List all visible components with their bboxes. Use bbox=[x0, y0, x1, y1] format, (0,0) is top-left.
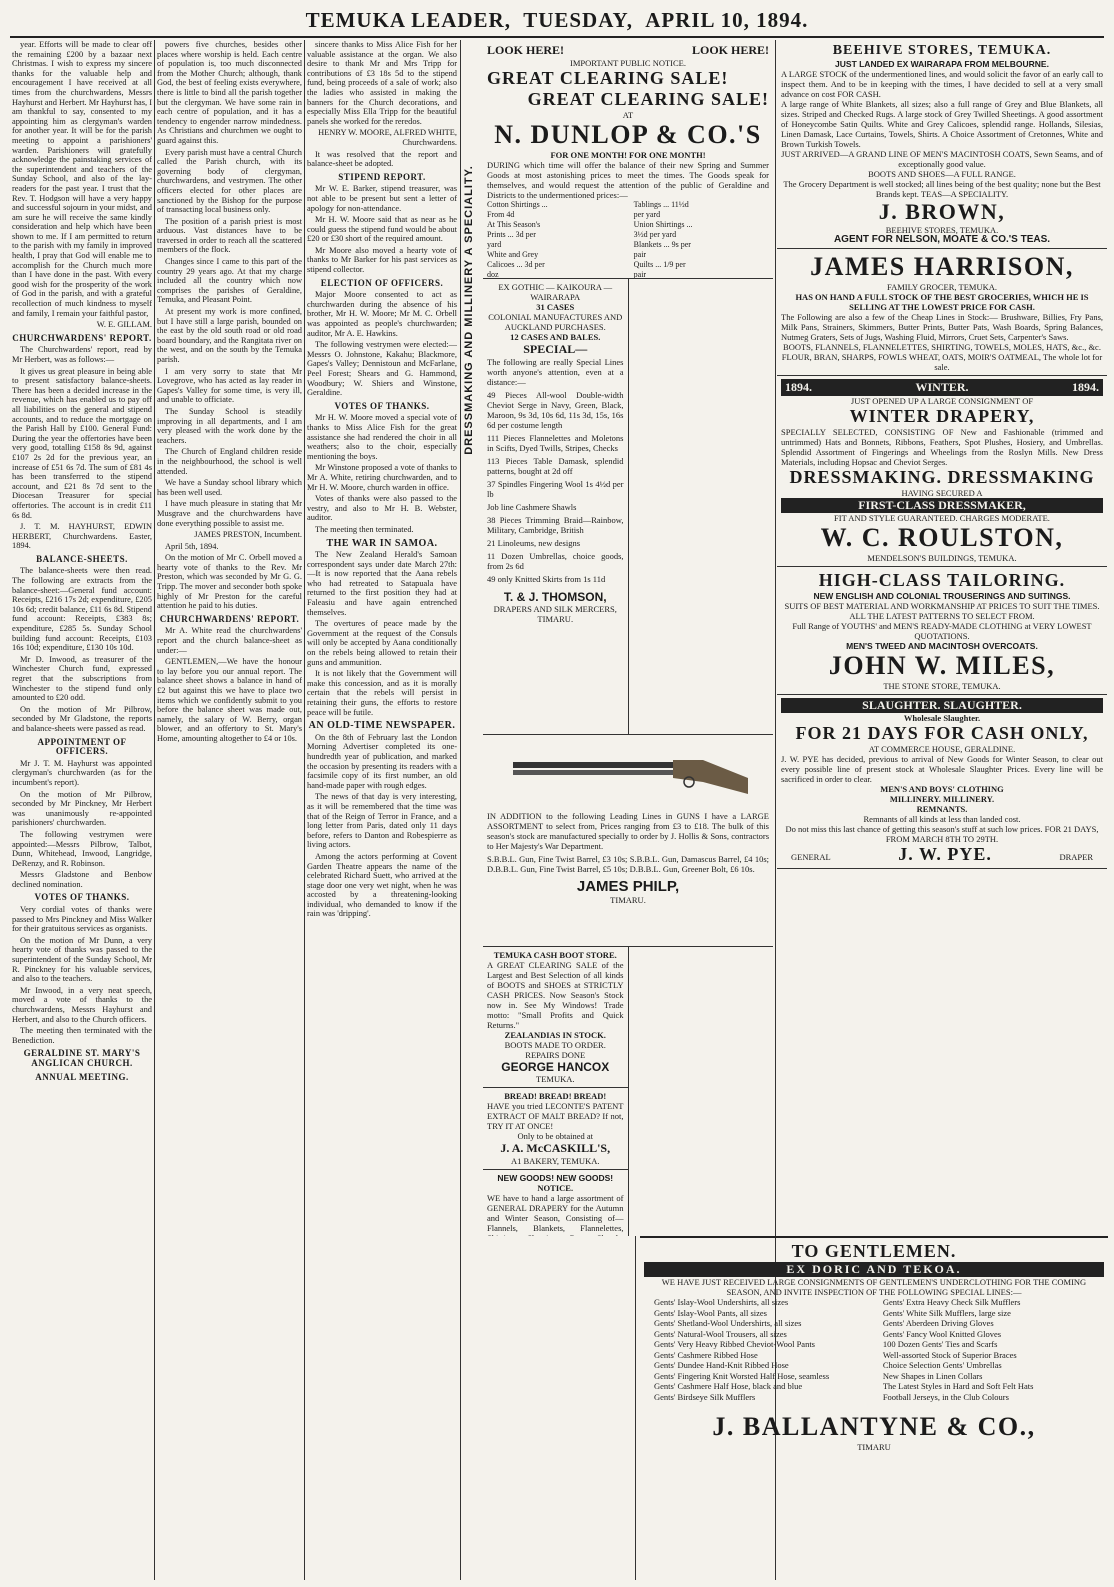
harrison-lines: The Following are also a few of the Cheap Lines in Stock:— Brushware, Billies, Fry Pans, Milk Pans, Strainers, Skimmers, Butter Prints, Butter Pats, Wash Boards, Spring Balances, Nutmeg Graters, Sets of Jugs, Washing Fluid, Mirrors, Cruet Sets, Carpenter's Saws. bbox=[781, 312, 1103, 342]
hancox-name: GEORGE HANCOX bbox=[501, 1060, 610, 1074]
ad-guns bbox=[483, 734, 773, 947]
list-item: Gents' Islay-Wool Undershirts, all sizes bbox=[654, 1297, 789, 1307]
price-item: Cotton Shirtings ... From 4d bbox=[487, 200, 548, 219]
paragraph: Mr D. Inwood, as treasurer of the Winchester Church fund, expressed regret that the subscriptions from Winchester to the stipend fund only amounted to £20 odd. bbox=[12, 654, 152, 703]
ad-morrison-overflow bbox=[483, 1236, 636, 1580]
list-item: Gents' Birdseye Silk Mufflers bbox=[654, 1391, 756, 1402]
section-heading: GERALDINE ST. MARY'S ANGLICAN CHURCH. bbox=[23, 1048, 141, 1068]
gun-illustration bbox=[503, 742, 753, 802]
signature: HENRY W. MOORE, ALFRED WHITE, Churchwardens. bbox=[318, 128, 457, 147]
special-item: 38 Pieces Trimming Braid—Rainbow, Military, Cambridge, British bbox=[487, 515, 624, 535]
section-heading: STIPEND REPORT. bbox=[338, 171, 426, 182]
special-heading: SPECIAL— bbox=[523, 342, 588, 356]
philp-sub: TIMARU. bbox=[610, 895, 646, 905]
section-heading: CHURCHWARDENS' REPORT. bbox=[159, 613, 300, 624]
list-item: Gents' Cashmere Half Hose, black and blue bbox=[654, 1381, 803, 1391]
harrison-body: HAS ON HAND A FULL STOCK OF THE BEST GROCERIES, WHICH HE IS SELLING AT THE LOWEST PRICE FOR CASH. bbox=[795, 292, 1089, 312]
pye-name: J. W. PYE. bbox=[898, 844, 992, 864]
ad-hancox bbox=[483, 947, 628, 1088]
winter-year-left: 1894. bbox=[785, 380, 812, 394]
beehive-body: A LARGE STOCK of the undermentioned lines, and would solicit the favor of an early call to inspect them. And to be in keeping with the times, I have decided to sell at a very small advance on cost FOR CASH. bbox=[781, 69, 1103, 99]
having-secured: HAVING SECURED A bbox=[901, 488, 983, 498]
paragraph: Major Moore consented to act as churchwarden during the absence of his brother, Mr H. W. Moore; Mr M. C. Orbell was appointed as people's churchwarden; auditor, Mr A. E. Hawkins. bbox=[307, 290, 457, 338]
ad-miles bbox=[777, 567, 1107, 695]
sale-heading-2: GREAT CLEARING SALE! bbox=[527, 89, 769, 109]
roulston-sub: MENDELSON'S BUILDINGS, TEMUKA. bbox=[867, 553, 1017, 563]
signature: W. E. GILLAM. bbox=[96, 320, 152, 330]
special-item: Job line Cashmere Shawls bbox=[487, 502, 577, 512]
paragraph: The Sunday School is steadily improving in all departments, and I am very pleased with the work done by the teachers. bbox=[157, 406, 302, 445]
paragraph: I am very sorry to state that Mr Lovegrove, who has acted as lay reader in Gapes's Valley for some time, is very ill, and unable to officiate. bbox=[157, 366, 302, 405]
brown-sub: BEEHIVE STORES, TEMUKA. bbox=[885, 225, 999, 235]
ad-column-5 bbox=[777, 40, 1107, 869]
underclothing-list bbox=[644, 1297, 1104, 1402]
vertical-banner bbox=[463, 40, 479, 580]
at-label: AT bbox=[622, 110, 634, 120]
winter-body: SPECIALLY SELECTED, CONSISTING OF New and Fashionable (trimmed and untrimmed) Hats and Bonnets, Ribbons, Feathers, Spot Plushes, Hosiery, and Umbrellas. Splendid Assortment of Fingerings and Wheelings from the Roslyn Mills. New Dress Materials, including Hopsac and Cheviot Serges. bbox=[781, 427, 1103, 467]
paragraph: The meeting then terminated with the Benediction. bbox=[12, 1026, 152, 1045]
remnants-body: Remnants of all kinds at less than landed cost. bbox=[863, 814, 1021, 824]
article-heading: THE WAR IN SAMOA. bbox=[326, 537, 438, 549]
sale-heading: GREAT CLEARING SALE! bbox=[487, 68, 729, 88]
list-item: 100 Dozen Gents' Ties and Scarfs bbox=[882, 1339, 998, 1349]
dunlop-name: N. DUNLOP & CO.'S bbox=[494, 120, 762, 149]
one-month: FOR ONE MONTH! FOR ONE MONTH! bbox=[550, 150, 706, 160]
paragraph: The news of that day is very interesting, as it will be remembered that the time was that of the Reign of Terror in France, and a long letter from Paris, dated only 11 days before, refers to Danton and Robespierre as living actors. bbox=[307, 792, 457, 850]
paragraph: On the motion of Mr Pilbrow, seconded by Mr Pinckney, Mr Herbert was unanimously re-appointed parishioners' churchwarden. bbox=[12, 789, 152, 828]
beehive-title: BEEHIVE STORES, TEMUKA. bbox=[832, 43, 1052, 58]
paper-day: TUESDAY, bbox=[523, 8, 633, 32]
paper-date: APRIL 10, 1894. bbox=[645, 8, 809, 32]
paragraph: The meeting then terminated. bbox=[315, 524, 414, 534]
ex-ships bbox=[483, 279, 628, 627]
winter-year-right: 1894. bbox=[1071, 380, 1099, 394]
ex-cases: 31 CASES bbox=[536, 302, 575, 312]
paragraph: Among the actors performing at Covent Garden Theatre appears the name of the celebrated Richard Suett, who arrived at the stage door one very wet night, when he was accosted by a threatening-looking individual, who demanded to know if the rain was 'dripping'. bbox=[307, 851, 457, 919]
list-item: New Shapes in Linen Collars bbox=[882, 1370, 983, 1381]
paragraph: Mr W. E. Barker, stipend treasurer, was not able to be present but sent a letter of apology for non-attendance. bbox=[307, 184, 457, 213]
colonial-heading: COLONIAL MANUFACTURES AND AUCKLAND PURCHASES. bbox=[488, 312, 623, 332]
ad-pakeha-column bbox=[629, 279, 774, 734]
ballantyne-body: WE HAVE JUST RECEIVED LARGE CONSIGNMENTS OF GENTLEMEN'S UNDERCLOTHING FOR THE COMING SEASON, AND INVITE INSPECTION OF THE FOLLOWING SPECIAL LINES:— bbox=[661, 1277, 1087, 1297]
paragraph: On the 8th of February last the London Morning Advertiser completed its one-hundredth year of publication, and marked the occasion by presenting its readers with a facsimile copy of its first number, an old hand-made paper with rough edges. bbox=[307, 732, 457, 790]
special-item: 11 Dozen Umbrellas, choice goods, from 2s 6d bbox=[487, 551, 624, 571]
paragraph: It is not likely that the Government will make this concession, and as it is morally certain that the rebels will persist in retaining their guns, the efforts to restore peace will be futile. bbox=[307, 669, 457, 717]
special-item: 49 only Knitted Skirts from 1s 11d bbox=[487, 574, 606, 584]
signature: JAMES PRESTON, Incumbent. bbox=[194, 530, 302, 540]
column-1 bbox=[12, 40, 152, 1580]
ad-ballantyne-inner bbox=[640, 1238, 1108, 1455]
paragraph: The balance-sheets were then read. The following are extracts from the balance-sheet:—General fund account: Receipts, £216 17s 2d; expenditure, £205 10s 6d; credit balance, £11 6s 8d. Stipend fund account: Receipts, £383 8s; expenditure, £285 5s. Sunday School building fund account: Receipts, £103 16s 10d; expenditure, £130 10s 10d. bbox=[12, 566, 152, 653]
notice-heading: IMPORTANT PUBLIC NOTICE. bbox=[569, 58, 686, 68]
column-rule bbox=[154, 40, 155, 1580]
paragraph: Mr J. T. M. Hayhurst was appointed clergyman's churchwarden (as for the incumbent's report). bbox=[12, 758, 152, 787]
brown-agent: AGENT FOR NELSON, MOATE & CO.'S TEAS. bbox=[833, 234, 1051, 245]
paper-title: TEMUKA LEADER, bbox=[305, 8, 511, 32]
special-body: The following are really Special Lines worth anyone's attention, even at a distance:— bbox=[487, 357, 624, 387]
special-item: 21 Linoleums, new designs bbox=[487, 538, 581, 548]
just-arrived: JUST ARRIVED—A GRAND LINE OF MEN'S MACINTOSH COATS, Sewn Seams, and of exceptionally good value. bbox=[781, 149, 1103, 169]
ad-winter bbox=[777, 376, 1107, 567]
ad-beehive bbox=[777, 40, 1107, 249]
ad-ballantyne bbox=[640, 1236, 1108, 1455]
list-item: Well-assorted Stock of Superior Braces bbox=[882, 1349, 1017, 1360]
paragraph: The New Zealand Herald's Samoan correspondent says under date March 27th:—It is now reported that the Aana rebels who had retreated to Satapuala have returned to the first position they had at Faleasiu and have again entrenched themselves. bbox=[307, 550, 457, 617]
cash-boot-heading: TEMUKA CASH BOOT STORE. bbox=[493, 950, 617, 960]
paragraph: Mr Winstone proposed a vote of thanks to Mr A. White, retiring churchwarden, and to Mr H. W. Moore, church warden in office. bbox=[307, 463, 457, 492]
section-subheading: ANNUAL MEETING. bbox=[35, 1071, 129, 1082]
masthead bbox=[10, 8, 1104, 38]
section-heading: ELECTION OF OFFICERS. bbox=[320, 277, 444, 288]
section-heading: APPOINTMENT OF OFFICERS. bbox=[37, 736, 127, 757]
beehive-landed: JUST LANDED EX WAIRARAPA FROM MELBOURNE. bbox=[835, 59, 1049, 69]
paragraph: Messrs Gladstone and Benbow declined nomination. bbox=[12, 870, 152, 889]
dunlop-body: DURING which time will offer the balance of their new Spring and Summer Goods at most astonishing prices to meet the times. The Goods speak for themselves, and would request the attention of the public of Geraldine and Districts to the undermentioned prices:— bbox=[487, 160, 769, 200]
ad-harrison bbox=[777, 249, 1107, 376]
paragraph: sincere thanks to Miss Alice Fish for her valuable assistance at the organ. We also desire to thank Mr and Mrs Tripp for contributions of £3 18s 5d to the stipend fund, being proceeds of a sale of work; also the ladies who assisted in making the banners for the Church decorations, and especially Miss Ella Tripp for the beautiful panels she worked for the reredos. bbox=[307, 40, 457, 126]
paragraph: It was resolved that the report and balance-sheet be adopted. bbox=[307, 149, 457, 169]
special-item: 37 Spindles Fingering Wool 1s 4½d per lb bbox=[487, 479, 624, 499]
column-rule bbox=[304, 40, 305, 1580]
special-item: 111 Pieces Flannelettes and Moletons in Scifts, Dyed Twills, Stripes, Checks bbox=[487, 433, 624, 453]
list-item: Gents' Natural-Wool Trousers, all sizes bbox=[654, 1328, 787, 1339]
zealandias: ZEALANDIAS IN STOCK. bbox=[504, 1030, 606, 1040]
price-item: White and Grey Calicoes ... 3d per doz bbox=[487, 250, 545, 279]
miles-name: JOHN W. MILES, bbox=[828, 651, 1056, 680]
thomson-sub: DRAPERS AND SILK MERCERS, TIMARU. bbox=[493, 604, 617, 624]
ad-thomson bbox=[483, 279, 629, 734]
list-item: The Latest Styles in Hard and Soft Felt Hats bbox=[882, 1381, 1034, 1391]
paragraph: The following vestrymen were appointed:—Messrs Pilbrow, Talbot, Dunn, Whitehead, Inwood, Langridge, DeRenzy, and R. Robinson. bbox=[12, 829, 152, 868]
paragraph: Mr H. W. Moore moved a special vote of thanks to Miss Alice Fish for the great assistance she had rendered the choir in all weathers; also to the choir, especially mentioning the boys. bbox=[307, 413, 457, 461]
bread-body: HAVE you tried LECONTE'S PATENT EXTRACT OF MALT BREAD? If not, TRY IT AT ONCE! bbox=[487, 1101, 624, 1131]
harrison-sub: FAMILY GROCER, TEMUKA. bbox=[887, 282, 997, 292]
roulston-name: W. C. ROULSTON, bbox=[820, 523, 1064, 552]
paragraph: year. Efforts will be made to clear off the remaining £200 by a bazaar next Christmas. I wish to express my sincere thanks for the valuable help and encouragement I have received at all times from the churchwardens, Messrs Hayhurst and Herbert. Mr Hayhurst has, I am thankful to say, consented to my appointing him as clergyman's warden for another year. It will be for the parish meeting to appoint a parishioners' warden. Parishioners will gratefully acknowledge the painstaking services of the superintendent and teachers of the Sunday School, and also of the lay-readers for the past year. I trust that the Rev. T. Hodgson will have a very happy and successful sojourn in your midst, and am sure he will receive the same kindly consideration and help which have been shown to me. If I am permitted to return to the parish with my family in improved health, I pray that God will enable me to accomplish for the Church much more than I have done in the past. With every good wish for the prosperity of the work of God in the parish, and with a grateful recollection of much kindness to myself and family, I remain your faithful pastor, bbox=[12, 40, 152, 318]
paragraph: We have a Sunday school library which has been well used. bbox=[157, 478, 302, 497]
opened: JUST OPENED UP A LARGE CONSIGNMENT OF bbox=[850, 396, 1034, 406]
paragraph: The overtures of peace made by the Government at the request of the Consuls will only be accepted by Aana conditionally on the rebels being allowed to retain their guns and ammunition. bbox=[307, 619, 457, 667]
list-item: Gents' Shetland-Wool Undershirts, all sizes bbox=[654, 1318, 802, 1328]
price-item: Tablings ... 11½d per yard bbox=[633, 200, 689, 219]
harrison-name: JAMES HARRISON, bbox=[810, 252, 1074, 281]
article-heading: AN OLD-TIME NEWSPAPER. bbox=[308, 720, 456, 732]
paragraph: GENTLEMEN,—We have the honour to lay before you our annual report. The balance sheet shows a balance in hand of £2 but against this we have to place two items which we confidently submit to you before the balance sheet was made out, namely, the salary of W. Berry, organ blower, and an offertory to St. Mary's Home, amounting altogether to £4 or 10s. bbox=[157, 657, 302, 743]
section-heading: VOTES OF THANKS. bbox=[334, 400, 430, 411]
ad-mccaskill bbox=[483, 1088, 628, 1170]
slaughter-banner: SLAUGHTER. SLAUGHTER. bbox=[781, 698, 1103, 713]
winter-label: WINTER. bbox=[915, 380, 969, 394]
underclothing-list-right bbox=[883, 1297, 1094, 1402]
underclothing-list-left bbox=[654, 1297, 865, 1402]
price-item: Quilts ... 1/9 per pair bbox=[633, 260, 686, 279]
brown-name: J. BROWN, bbox=[878, 199, 1006, 224]
grocery: The Grocery Department is well stocked; all lines being of the best quality; none but the Best Brands kept. TEAS—A SPECIALITY. bbox=[783, 179, 1101, 199]
list-item: Gents' Very Heavy Ribbed Cheviot-Wool Pants bbox=[654, 1339, 815, 1349]
ex-ships-list: EX GOTHIC — KAIKOURA — WAIRARAPA bbox=[498, 282, 613, 302]
trouserings: NEW ENGLISH AND COLONIAL TROUSERINGS AND SUITINGS. bbox=[813, 591, 1071, 601]
column-rule bbox=[460, 40, 461, 1580]
boots-shoes: BOOTS AND SHOES—A FULL RANGE. bbox=[868, 169, 1016, 179]
bread-heading: BREAD! BREAD! BREAD! bbox=[504, 1091, 607, 1101]
first-class: FIRST-CLASS DRESSMAKER, bbox=[781, 498, 1103, 513]
youths: Full Range of YOUTHS' and MEN'S READY-MADE CLOTHING at VERY LOWEST QUOTATIONS. bbox=[792, 621, 1092, 641]
commerce: AT COMMERCE HOUSE, GERALDINE. bbox=[868, 744, 1016, 754]
hancox-sub: TEMUKA. bbox=[536, 1074, 575, 1084]
paragraph: The Churchwardens' report, read by Mr Herbert, was as follows:— bbox=[12, 345, 152, 364]
millinery: MILLINERY. MILLINERY. bbox=[889, 794, 995, 804]
list-item: Gents' Dundee Hand-Knit Ribbed Hose bbox=[654, 1360, 789, 1370]
paragraph: Votes of thanks were also passed to the vestry, and also to Mr H. B. Webster, auditor. bbox=[307, 494, 457, 523]
paragraph: J. T. M. HAYHURST, EDWIN HERBERT, Churchwardens. Easter, 1894. bbox=[12, 522, 152, 551]
dressmaking-heading: DRESSMAKING. DRESSMAKING bbox=[789, 467, 1095, 487]
paragraph: Very cordial votes of thanks were passed to Mrs Pinckney and Miss Walker for their gratuitous services as organists. bbox=[12, 905, 152, 934]
gun-barrel bbox=[513, 770, 673, 775]
paragraph: Mr A. White read the churchwardens' report and the church balance-sheet as under:— bbox=[157, 626, 302, 655]
boot-body: A GREAT CLEARING SALE of the Largest and Best Selection of all kinds of BOOTS and SHOES at STRICTLY CASH PRICES. Now Season's Stock now in. See My Windows! Trade motto: "Small Profits and Quick Returns." bbox=[487, 960, 624, 1030]
paragraph: The Church of England children reside in the neighbourhood, the school is well attended. bbox=[157, 447, 302, 476]
list-item: Gents' Cashmere Ribbed Hose bbox=[654, 1349, 758, 1360]
ad-dunlop bbox=[483, 40, 773, 279]
paragraph: powers five churches, besides other places where worship is held. Each centre of population is, too much disconnected from the Mother Church; although, thank God, the best of feeling exists everywhere, there is little to bind all the parish together but the clergyman. We have some rain in each centre of population, and it has a tendency to engender narrow mindedness. As Christians and churchmen we ought to guard against this. bbox=[157, 40, 302, 145]
section-heading: VOTES OF THANKS. bbox=[34, 892, 130, 903]
ballantyne-name: J. BALLANTYNE & CO., bbox=[712, 1412, 1036, 1441]
pye-draper: DRAPER bbox=[1059, 852, 1093, 862]
list-item: Gents' Fancy Wool Knitted Gloves bbox=[882, 1328, 1002, 1339]
paragraph: Mr H. W. Moore said that as near as he could guess the stipend fund would be about £20 or £30 short of the required amount. bbox=[307, 215, 457, 244]
list-item: Gents' White Silk Mufflers, large size bbox=[882, 1307, 1011, 1318]
paragraph: Every parish must have a central Church called the Parish church, with its governing body of clergyman, churchwardens, and vestrymen. The other officers elected for other places are sanctioned by the Bishop for the purpose of transacting local business only. bbox=[157, 147, 302, 215]
pye-footer bbox=[781, 844, 1103, 865]
boys-clothing: MEN'S AND BOYS' CLOTHING bbox=[880, 784, 1004, 794]
paragraph: On the motion of Mr C. Orbell moved a hearty vote of thanks to the Rev. Mr Preston, which was seconded by Mr G. G. Tripp. The mover and seconder both spoke highly of Mr Preston for the careful attention he paid to his duties. bbox=[157, 553, 302, 611]
price-item: At This Season's Prints ... 3d per yard bbox=[487, 220, 541, 249]
look-here-right: LOOK HERE! bbox=[691, 43, 769, 57]
tailoring-heading: HIGH-CLASS TAILORING. bbox=[818, 570, 1066, 590]
guns-body: IN ADDITION to the following Leading Lines in GUNS I have a LARGE ASSORTMENT to select from, Prices ranging from £3 to £18. The bulk of this season's stock are manufactured specially to order by J. Hollis & Sons, contractors to Her Majesty's War Department. bbox=[487, 811, 769, 851]
do-not-miss: Do not miss this last chance of getting this season's stuff at such low prices. FOR 21 DAYS, FROM MARCH 8TH TO 29TH. bbox=[785, 824, 1099, 844]
notice-2: NOTICE. bbox=[537, 1183, 574, 1193]
wholesale: Wholesale Slaughter. bbox=[903, 713, 981, 723]
doric-banner: EX DORIC AND TEKOA. bbox=[644, 1262, 1104, 1277]
special-item: 49 Pieces All-wool Double-width Cheviot Serge in Navy, Green, Black, Maroon, 9s 3d, 10s 6d, 11s 3d, 15s, 16s 6d per costume length bbox=[487, 390, 624, 430]
new-goods: NEW GOODS! NEW GOODS! bbox=[497, 1173, 614, 1183]
mcaskill-sub: A1 BAKERY, TEMUKA. bbox=[511, 1156, 600, 1166]
paragraph: On the motion of Mr Dunn, a very hearty vote of thanks was passed to the superintendent of the Sunday School, Mr R. Pinckney for his valuable services, and also to the teachers. bbox=[12, 935, 152, 984]
paragraph: It gives us great pleasure in being able to present satisfactory balance-sheets. There has been a decided increase in the revenue, which has enabled us to pay off all liabilities on the general and stipend accounts, and to reduce the mortgage on the Parish Hall by £100. General Fund: During the year the offertories have been very good, totalling £158 8s 9d, against £107 2s 2d for the previous year, an increase of £51 6s 7d. The sum of £81 4s has been transferred to the stipend account, and £21 8s 7d sent to the Diocesan Treasurer for special offertories. The account is in credit £11 6s 8d. bbox=[12, 366, 152, 520]
column-2 bbox=[157, 40, 302, 1580]
paragraph: Mr Moore also moved a hearty vote of thanks to Mr Barker for his past services as stipend collector. bbox=[307, 245, 457, 275]
list-item: Gents' Extra Heavy Check Silk Mufflers bbox=[882, 1297, 1021, 1307]
paragraph: Changes since I came to this part of the country 29 years ago. At that my charge included all the country which now comprises the parishes of Geraldine, Temuka, and Pleasant Point. bbox=[157, 257, 302, 305]
price-item: Union Shirtings ... 3½d per yard bbox=[633, 220, 693, 239]
list-item: Gents' Fingering Knit Worsted Half Hose, seamless bbox=[654, 1370, 830, 1381]
list-item: Choice Selection Gents' Umbrellas bbox=[882, 1360, 1002, 1370]
paragraph: The position of a parish priest is most arduous. Vast distances have to be traversed in order to reach all the scattered members of the flock. bbox=[157, 216, 302, 255]
pye-body: J. W. PYE has decided, previous to arrival of New Goods for Winter Season, to clear out every possible line of present stock at Wholesale Slaughter Prices. Every line will be sacrificed in order to clear. bbox=[781, 754, 1103, 784]
philp-name: JAMES PHILP, bbox=[576, 878, 680, 895]
mcaskill-pre: Only to be obtained at bbox=[517, 1131, 594, 1141]
price-list bbox=[487, 200, 769, 279]
pye-general: GENERAL bbox=[791, 852, 831, 862]
miles-sub: THE STONE STORE, TEMUKA. bbox=[883, 681, 1001, 691]
thomson-name: T. & J. THOMSON, bbox=[503, 590, 607, 604]
flour: FLOUR, BRAN, SHARPS, FOWLS WHEAT, OATS, MOIR'S OATMEAL, The whole lot for sale. bbox=[781, 352, 1103, 372]
dateline: April 5th, 1894. bbox=[165, 541, 219, 551]
mcaskill-name: J. A. McCASKILL'S, bbox=[500, 1141, 611, 1155]
column-3 bbox=[307, 40, 457, 1580]
remnants: REMNANTS. bbox=[916, 804, 968, 814]
paragraph: On the motion of Mr Pilbrow, seconded by Mr Gladstone, the reports and balance-sheets were passed as read. bbox=[12, 704, 152, 733]
cases-bales: 12 CASES AND BALES. bbox=[510, 332, 601, 342]
ad-row bbox=[483, 279, 773, 734]
ballantyne-sub: TIMARU bbox=[857, 1442, 891, 1452]
special-item: 113 Pieces Table Damask, splendid patterns, bought at 2d off bbox=[487, 456, 624, 476]
suits: SUITS OF BEST MATERIAL AND WORKMANSHIP AT PRICES TO SUIT THE TIMES. bbox=[784, 601, 1100, 611]
winter-banner bbox=[781, 379, 1103, 396]
gun-stock bbox=[673, 760, 748, 794]
tweed: MEN'S TWEED AND MACINTOSH OVERCOATS. bbox=[846, 641, 1038, 651]
price-item: Blankets ... 9s per pair bbox=[633, 240, 691, 259]
list-item: Gents' Islay-Wool Pants, all sizes bbox=[654, 1307, 767, 1318]
look-here-left: LOOK HERE! bbox=[487, 43, 565, 57]
gun-barrel bbox=[513, 762, 673, 768]
section-heading: BALANCE-SHEETS. bbox=[36, 553, 128, 564]
paragraph: Mr Inwood, in a very neat speech, moved a vote of thanks to the churchwardens, Messrs Hayhurst and Herbert, and also to the Church officers. bbox=[12, 985, 152, 1024]
ad-pye bbox=[777, 695, 1107, 869]
days-heading: FOR 21 DAYS FOR CASH ONLY, bbox=[795, 723, 1089, 743]
beehive-list: A large range of White Blankets, all sizes; also a full range of Grey and Blue Blankets, all sizes. Striped and Checked Rugs. A large stock of Grey Twilled Sheetings. A good assortment of Honeycombe Satin Quilts. White and Grey Calicoes, splendid range. Hollands, Silesias, Linen Damask, Lace Curtains, Towels, Shirts. A Choice Assortment of Cretonnes, White and Brown Turkish Towels. bbox=[781, 99, 1103, 149]
list-item: Football Jerseys, in the Club Colours bbox=[882, 1391, 1009, 1402]
paragraph: I have much pleasure in stating that Mr Musgrave and the churchwardens have done everything possible to assist me. bbox=[157, 499, 302, 528]
patterns: ALL THE LATEST PATTERNS TO SELECT FROM. bbox=[849, 611, 1035, 621]
guns-list: S.B.B.L. Gun, Fine Twist Barrel, £3 10s; S.B.B.L. Gun, Damascus Barrel, £4 10s; D.B.B.L. Gun, Fine Twist Barrel, £5 10s; D.B.B.L. Gun, Greener Bolt, £6 10s. bbox=[487, 854, 769, 874]
boots-made: BOOTS MADE TO ORDER. REPAIRS DONE bbox=[504, 1040, 606, 1060]
boots-flannels: BOOTS, FLANNELS, FLANNELETTES, SHIRTING, TOWELS, MOLES, HATS, &c., &c. bbox=[783, 342, 1101, 352]
paragraph: At present my work is more confined, but I have still a large parish, bounded on the east by the old south road or old road board boundary, and the Rangitata river on the west, and on the south by the Temuka parish. bbox=[157, 307, 302, 364]
notice-2-body: WE have to hand a large assortment of GENERAL DRAPERY for the Autumn and Winter Season, Consisting of—Flannels, Blankets, Flannelettes, bbox=[487, 1193, 624, 1233]
section-heading: CHURCHWARDENS' REPORT. bbox=[12, 332, 152, 343]
fit-style: FIT AND STYLE GUARANTEED. CHARGES MODERATE. bbox=[834, 513, 1050, 523]
paragraph: The following vestrymen were elected:—Messrs O. Johnstone, Kakahu; Blackmore, Gapes's Valley; Dennistoun and McFarlane, Peel Forest; Shears and G. Hammond, Woodbury; W. Shiers and Winstone, Geraldine. bbox=[307, 340, 457, 398]
winter-drapery: WINTER DRAPERY, bbox=[849, 406, 1035, 426]
vertical-banner-text: DRESSMAKING AND MILLINERY A SPECIALITY. bbox=[463, 165, 475, 455]
list-item: Gents' Aberdeen Driving Gloves bbox=[882, 1318, 994, 1328]
gentlemen-heading: TO GENTLEMEN. bbox=[791, 1241, 957, 1261]
